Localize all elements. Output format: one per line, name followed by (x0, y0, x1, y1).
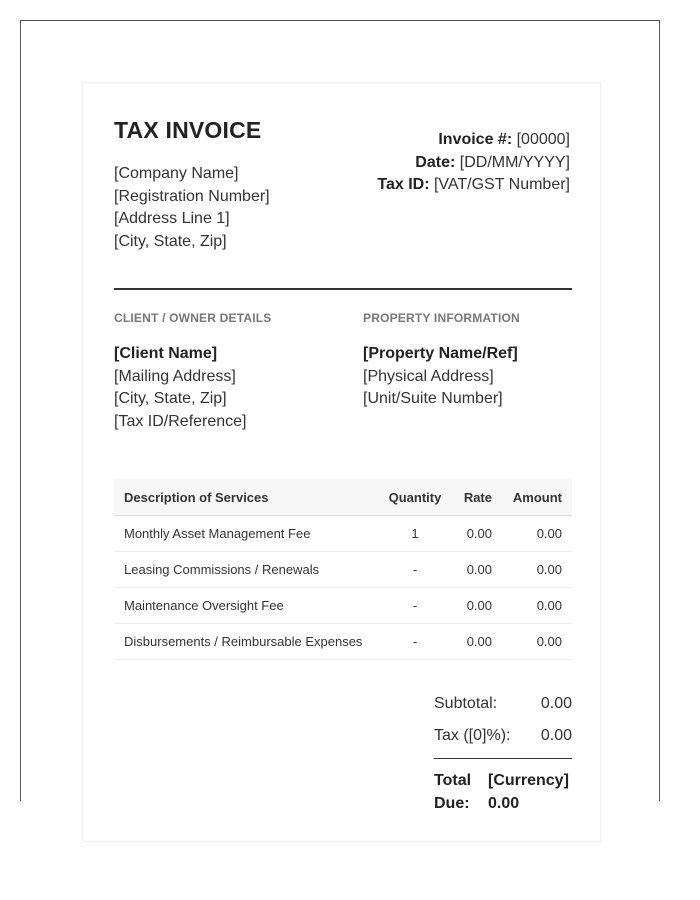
invoice-date-line (377, 152, 570, 175)
client-name: [Client Name] (114, 345, 218, 362)
row-rate: 0.00 (466, 562, 492, 577)
row-amount: 0.00 (536, 562, 562, 577)
invoice-number-line (377, 129, 570, 152)
page-frame (20, 20, 660, 812)
row-description: Maintenance Oversight Fee (124, 598, 284, 613)
row-rate: 0.00 (466, 598, 492, 613)
invoice-sheet (82, 82, 601, 842)
company-name: [Company Name] (114, 165, 239, 182)
company-city-state-zip: [City, State, Zip] (114, 232, 227, 250)
property-details (363, 343, 518, 411)
property-unit: [Unit/Suite Number] (363, 390, 503, 407)
table-row (114, 588, 572, 624)
company-registration: [Registration Number] (114, 187, 270, 205)
property-physical-address: [Physical Address] (363, 367, 494, 385)
table-header (114, 479, 572, 516)
row-amount: 0.00 (536, 634, 562, 649)
invoice-number-value: [00000] (516, 131, 570, 148)
row-amount: 0.00 (536, 526, 562, 541)
table-row (114, 552, 572, 588)
tax-id-value: [VAT/GST Number] (433, 176, 570, 193)
total-due-value: [Currency] 0.00 (488, 772, 569, 812)
property-section-label: PROPERTY INFORMATION (363, 311, 520, 325)
totals-divider (434, 758, 572, 759)
header-quantity: Quantity (388, 489, 442, 505)
tax-id-line (377, 174, 570, 197)
table-row (114, 516, 572, 552)
total-due-label: Total Due: (434, 772, 472, 812)
property-name: [Property Name/Ref] (363, 345, 518, 362)
header-rate: Rate (463, 489, 492, 505)
tax-id-label: Tax ID: (377, 176, 430, 193)
header-amount: Amount (512, 489, 562, 505)
totals-block (434, 691, 572, 812)
client-section-label: CLIENT / OWNER DETAILS (114, 311, 272, 325)
subtotal-value: 0.00 (540, 695, 572, 712)
company-address: [Address Line 1] (114, 210, 230, 227)
invoice-date-value: [DD/MM/YYYY] (459, 153, 570, 171)
header-description: Description of Services (124, 489, 269, 505)
client-city-state-zip: [City, State, Zip] (114, 390, 227, 407)
row-quantity: - (412, 634, 418, 649)
row-description: Monthly Asset Management Fee (124, 526, 311, 541)
row-quantity: - (412, 598, 418, 613)
invoice-date-label: Date: (415, 153, 456, 171)
client-details (114, 343, 247, 433)
row-description: Disbursements / Reimbursable Expenses (124, 634, 363, 649)
invoice-title: TAX INVOICE (114, 117, 262, 143)
tax-value: 0.00 (540, 727, 572, 744)
row-quantity: 1 (411, 526, 419, 541)
header-divider (114, 288, 572, 290)
company-details (114, 163, 270, 253)
table-row (114, 624, 572, 660)
subtotal-row (434, 691, 572, 723)
client-tax-ref: [Tax ID/Reference] (114, 412, 247, 430)
tax-row (434, 723, 572, 755)
row-amount: 0.00 (536, 598, 562, 613)
subtotal-label: Subtotal: (434, 695, 498, 712)
invoice-meta (377, 129, 570, 197)
services-table (114, 479, 572, 660)
tax-label: Tax ([0]%): (434, 727, 511, 744)
client-mailing-address: [Mailing Address] (114, 367, 236, 385)
row-description: Leasing Commissions / Renewals (124, 562, 320, 577)
row-rate: 0.00 (466, 634, 492, 649)
row-quantity: - (412, 562, 418, 577)
row-rate: 0.00 (466, 526, 492, 541)
invoice-number-label: Invoice #: (438, 131, 513, 148)
